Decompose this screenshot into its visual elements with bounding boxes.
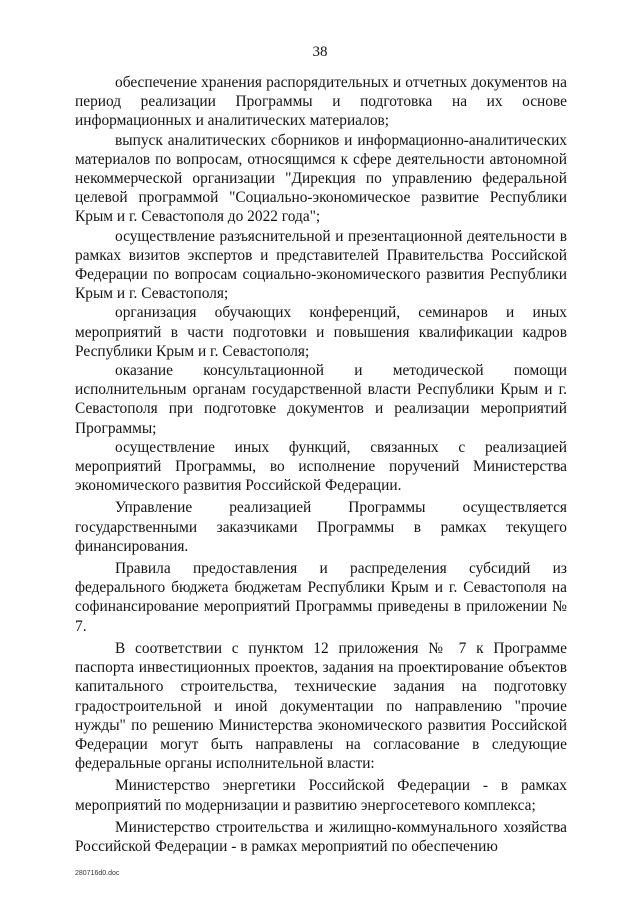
paragraph: организация обучающих конференций, семинаров и иных мероприятий в части подготовки и повышения квалификации кадров Республики Крым и г. Севастополя;	[75, 304, 567, 360]
paragraph: обеспечение хранения распорядительных и отчетных документов на период реализации Программы и подготовка на их основе информационных и аналитических материалов;	[75, 74, 567, 130]
document-body	[75, 73, 567, 856]
paragraph: Управление реализацией Программы осуществляется государственными заказчиками Программы в рамках текущего финансирования.	[75, 499, 567, 555]
paragraph: Министерство строительства и жилищно-коммунального хозяйства Российской Федерации - в рамках мероприятий по обеспечению	[75, 818, 567, 855]
paragraph: Министерство энергетики Российской Федерации - в рамках мероприятий по модернизации и развитию энергосетевого комплекса;	[75, 777, 567, 814]
paragraph: осуществление разъяснительной и презентационной деятельности в рамках визитов экспертов и представителей Правительства Российской Федерации по вопросам социально-экономического развития Республики Крым и г. Севастополя;	[75, 227, 567, 303]
paragraph: выпуск аналитических сборников и информационно-аналитических материалов по вопросам, относящимся к сфере деятельности автономной некоммерческой организации "Дирекция по управлению федеральной целевой программой "Социально-экономическое развитие Республики Крым и г. Севастополя до 2022 года";	[75, 131, 567, 226]
paragraph: оказание консультационной и методической помощи исполнительным органам государственной власти Республики Крым и г. Севастополя при подготовке документов и реализации мероприятий Программы;	[75, 362, 567, 437]
footer-file-name: 280716d0.doc	[75, 870, 120, 877]
page-number: 38	[312, 44, 328, 60]
paragraph: осуществление иных функций, связанных с реализацией мероприятий Программы, во исполнение поручений Министерства экономического развития Российской Федерации.	[75, 438, 567, 495]
paragraph: В соответствии с пунктом 12 приложения № 7 к Программе паспорта инвестиционных проектов, задания на проектирование объектов капитального строительства, технические задания на подготовку градостроительной и иной документации по направлению "прочие нужды" по решению Министерства экономического развития Российской Федерации могут быть направлены на согласование в следующие федеральные органы исполнительной власти:	[75, 639, 567, 773]
paragraph: Правила предоставления и распределения субсидий из федерального бюджета бюджетам Республики Крым и г. Севастополя на софинансирование мероприятий Программы приведены в приложении № 7.	[75, 560, 567, 635]
